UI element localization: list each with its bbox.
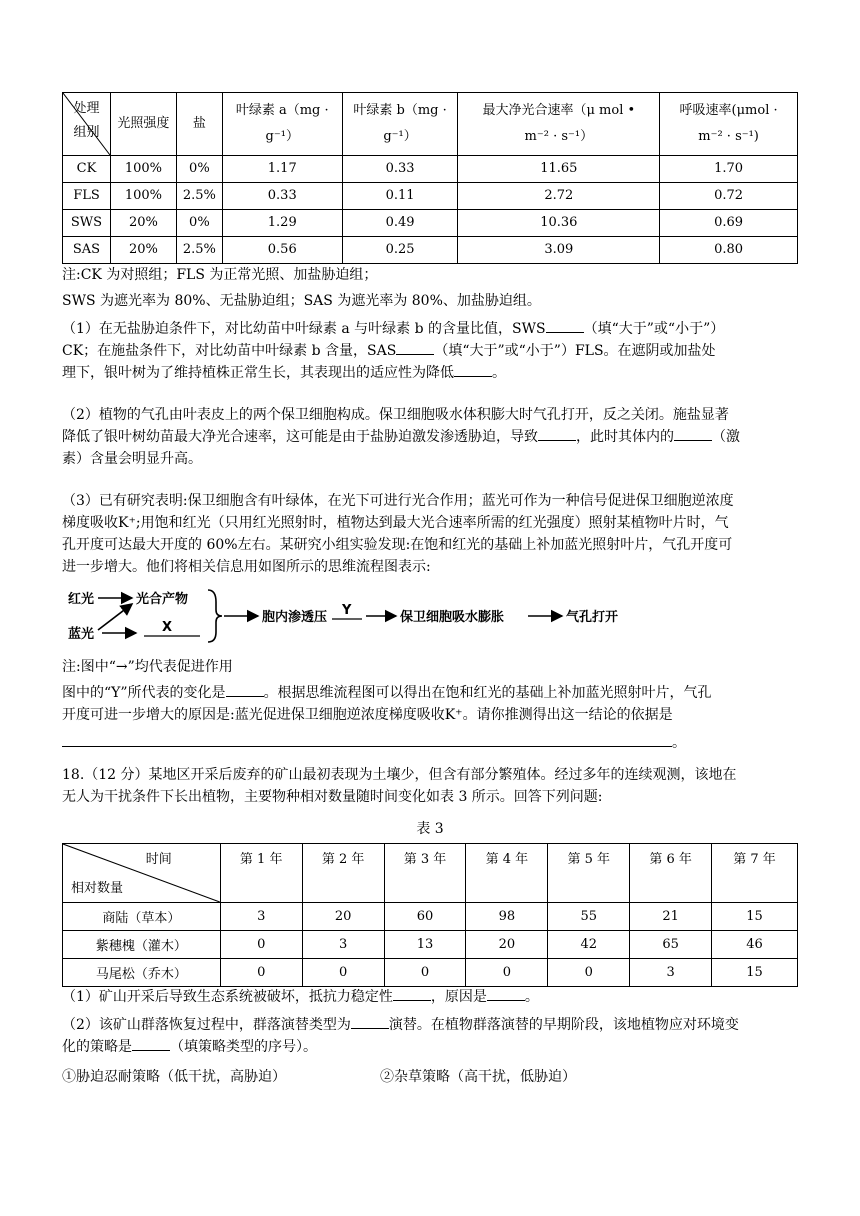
table-cell: 3 (630, 959, 712, 987)
option-1: ①胁迫忍耐策略（低干扰，高胁迫） (62, 1069, 286, 1085)
corner-label-top: 时间 (145, 852, 172, 867)
answer-blank[interactable] (226, 696, 264, 697)
table-cell: 20 (466, 931, 548, 959)
q1-text-c: CK；在施盐条件下，对比幼苗中叶绿素 b 含量，SAS (62, 343, 397, 359)
question-18-1 (62, 986, 802, 1008)
table-header-row (63, 844, 798, 903)
flow-guard-cell-expand: 保卫细胞吸水膨胀 (400, 610, 505, 625)
q1-text-d: （填“大于”或“小于”）FLS。在遮阴或加盐处 (434, 343, 716, 359)
q1-text-a: （1）在无盐胁迫条件下，对比幼苗中叶绿素 a 与叶绿素 b 的含量比值，SWS (62, 321, 546, 337)
table-cell: 0 (466, 959, 548, 987)
table-cell: SWS (63, 210, 111, 237)
header-chl-b: 叶绿素 b（mg · g⁻¹） (342, 93, 458, 156)
table-cell: 46 (712, 931, 798, 959)
table1-note-line1: 注:CK 为对照组；FLS 为正常光照、加盐胁迫组； (62, 267, 378, 283)
table-cell: 42 (548, 931, 630, 959)
diagonal-header-cell (63, 844, 221, 903)
q3b-text-a: 图中的“Y”所代表的变化是 (62, 685, 226, 701)
corner-label-bottom: 组别 (73, 125, 100, 140)
table-row (63, 903, 798, 931)
table-row (63, 210, 798, 237)
flow-note: 注:图中“→”均代表促进作用 (62, 659, 233, 675)
answer-blank[interactable] (351, 1028, 389, 1029)
table-cell: 0.49 (342, 210, 458, 237)
table-cell: 100% (110, 183, 176, 210)
q18-2-text-a: （2）该矿山群落恢复过程中，群落演替类型为 (62, 1017, 351, 1033)
corner-label-bottom: 相对数量 (71, 881, 124, 896)
table-cell: 15 (712, 959, 798, 987)
table-cell: 0% (176, 156, 222, 183)
table-cell: 0% (176, 210, 222, 237)
flow-osmotic-pressure: 胞内渗透压 (262, 610, 328, 625)
table-cell: 55 (548, 903, 630, 931)
table-cell: 1.29 (222, 210, 342, 237)
question-18-2 (62, 1014, 802, 1058)
flow-arrow (98, 604, 132, 630)
header-salt: 盐 (176, 93, 222, 156)
diagonal-header-cell (63, 93, 111, 156)
table-header-row (63, 93, 798, 156)
table-cell: 3 (220, 903, 302, 931)
table-cell: 2.5% (176, 237, 222, 264)
species-name: 紫穗槐（灌木） (63, 931, 221, 959)
flow-y-label: Y (342, 603, 352, 618)
answer-blank[interactable] (546, 332, 584, 333)
table-cell: 0 (302, 959, 384, 987)
table-row (63, 931, 798, 959)
table-cell: 20% (110, 210, 176, 237)
table3-caption: 表 3 (416, 821, 444, 837)
flow-photo-product: 光合产物 (136, 592, 189, 607)
q18-2-text-b: 演替。在植物群落演替的早期阶段，该地植物应对环境变 (388, 1017, 739, 1033)
flow-x-label: X (162, 620, 173, 635)
species-name: 商陆（草本） (63, 903, 221, 931)
table-cell: 1.17 (222, 156, 342, 183)
table-cell: 0.11 (342, 183, 458, 210)
header-year: 第 1 年 (220, 844, 302, 903)
q18-1-text-b: ，原因是 (430, 989, 487, 1005)
chlorophyll-table (62, 92, 798, 264)
table-cell: 0.80 (660, 237, 798, 264)
flow-brace (208, 590, 222, 642)
q2-text-e: 素）含量会明显升高。 (62, 451, 202, 467)
table-cell: 65 (630, 931, 712, 959)
table-cell: 0.33 (342, 156, 458, 183)
q2-text-c: ，此时其体内的 (576, 429, 674, 445)
q3-line-4: 进一步增大。他们将相关信息用如图所示的思维流程图表示: (62, 559, 431, 575)
q3b-text-b: 。根据思维流程图可以得出在饱和红光的基础上补加蓝光照射叶片，气孔 (263, 685, 712, 701)
flow-stoma-open: 气孔打开 (566, 610, 619, 625)
table-cell: 0.69 (660, 210, 798, 237)
table-cell: FLS (63, 183, 111, 210)
table-cell: 1.70 (660, 156, 798, 183)
table-cell: 10.36 (458, 210, 660, 237)
table-row (63, 959, 798, 987)
q3-line-1: （3）已有研究表明:保卫细胞含有叶绿体，在光下可进行光合作用；蓝光可作为一种信号促进保卫细胞逆浓度 (62, 493, 734, 509)
table-cell: 13 (384, 931, 466, 959)
table-cell: 0 (384, 959, 466, 987)
header-chl-a: 叶绿素 a（mg · g⁻¹） (222, 93, 342, 156)
strategy-options (62, 1066, 802, 1088)
table-cell: 0 (220, 959, 302, 987)
q2-text-d: （激 (712, 429, 740, 445)
header-respiration: 呼吸速率(μmol · m⁻² · s⁻¹) (660, 93, 798, 156)
header-max-photo: 最大净光合速率（μ mol • m⁻² · s⁻¹） (458, 93, 660, 156)
question-18 (62, 764, 802, 808)
table-row (63, 237, 798, 264)
question-3b (62, 682, 802, 754)
header-year: 第 4 年 (466, 844, 548, 903)
table-cell: 15 (712, 903, 798, 931)
answer-blank[interactable] (674, 440, 712, 441)
flow-diagram (66, 586, 646, 646)
table-cell: 20 (302, 903, 384, 931)
answer-blank[interactable] (393, 1000, 431, 1001)
header-year: 第 3 年 (384, 844, 466, 903)
table-cell: 11.65 (458, 156, 660, 183)
answer-blank[interactable] (132, 1050, 170, 1051)
table-cell: 0.25 (342, 237, 458, 264)
flow-red-light: 红光 (68, 592, 95, 607)
q2-text-b: 降低了银叶树幼苗最大净光合速率，这可能是由于盐胁迫激发渗透胁迫，导致 (62, 429, 538, 445)
q1-text-b: （填“大于”或“小于”） (583, 321, 725, 337)
species-table (62, 843, 798, 987)
option-2: ②杂草策略（高干扰，低胁迫） (380, 1069, 576, 1085)
q18-1-text-c: 。 (524, 989, 539, 1005)
q3-line-3: 孔开度可达最大开度的 60%左右。某研究小组实验发现:在饱和红光的基础上补加蓝光照射叶片，气孔开度可 (62, 537, 733, 553)
table-row (63, 156, 798, 183)
question-1 (62, 318, 802, 384)
table-cell: 2.5% (176, 183, 222, 210)
table-cell: 0 (220, 931, 302, 959)
header-year: 第 7 年 (712, 844, 798, 903)
header-year: 第 6 年 (630, 844, 712, 903)
header-light: 光照强度 (110, 93, 176, 156)
table-row (63, 183, 798, 210)
table-cell: 0.56 (222, 237, 342, 264)
q1-text-f: 。 (492, 365, 506, 381)
table-cell: 100% (110, 156, 176, 183)
q2-text-a: （2）植物的气孔由叶表皮上的两个保卫细胞构成。保卫细胞吸水体积膨大时气孔打开，反之关闭。施盐显著 (62, 407, 729, 423)
header-year: 第 2 年 (302, 844, 384, 903)
table-cell: 21 (630, 903, 712, 931)
table-cell: 0 (548, 959, 630, 987)
q3b-text-d: 。 (672, 735, 686, 751)
species-name: 马尾松（乔木） (63, 959, 221, 987)
q18-1-text-a: （1）矿山开采后导致生态系统被破坏，抵抗力稳定性 (62, 989, 393, 1005)
table-cell: 0.33 (222, 183, 342, 210)
table1-note-line2: SWS 为遮光率为 80%、无盐胁迫组；SAS 为遮光率为 80%、加盐胁迫组。 (62, 293, 541, 309)
q3-line-2: 梯度吸收K⁺;用饱和红光（只用红光照射时，植物达到最大光合速率所需的红光强度）照射某植物叶片时，气 (62, 515, 729, 531)
question-3 (62, 490, 802, 578)
table-cell: 2.72 (458, 183, 660, 210)
q18-2-text-d: （填策略类型的序号）。 (170, 1039, 317, 1055)
answer-blank-long[interactable] (62, 726, 672, 747)
table-cell: 20% (110, 237, 176, 264)
answer-blank[interactable] (487, 1000, 525, 1001)
answer-blank[interactable] (454, 376, 492, 377)
flow-blue-light: 蓝光 (68, 627, 95, 642)
q18-line-2: 无人为干扰条件下长出植物，主要物种相对数量随时间变化如表 3 所示。回答下列问题: (62, 789, 603, 805)
header-year: 第 5 年 (548, 844, 630, 903)
table-cell: SAS (63, 237, 111, 264)
answer-blank[interactable] (538, 440, 576, 441)
q1-text-e: 理下，银叶树为了维持植株正常生长，其表现出的适应性为降低 (62, 365, 454, 381)
q3b-text-c: 开度可进一步增大的原因是:蓝光促进保卫细胞逆浓度梯度吸收K⁺。请你推测得出这一结论的依据是 (62, 707, 673, 723)
table-cell: 0.72 (660, 183, 798, 210)
corner-label-top: 处理 (73, 101, 100, 116)
table-cell: 3.09 (458, 237, 660, 264)
q18-2-text-c: 化的策略是 (62, 1039, 132, 1055)
table-cell: CK (63, 156, 111, 183)
table-cell: 98 (466, 903, 548, 931)
table-cell: 3 (302, 931, 384, 959)
q18-line-1: 18.（12 分）某地区开采后废弃的矿山最初表现为土壤少，但含有部分繁殖体。经过多年的连续观测，该地在 (62, 767, 737, 783)
question-2 (62, 404, 802, 470)
answer-blank[interactable] (396, 354, 434, 355)
table-cell: 60 (384, 903, 466, 931)
